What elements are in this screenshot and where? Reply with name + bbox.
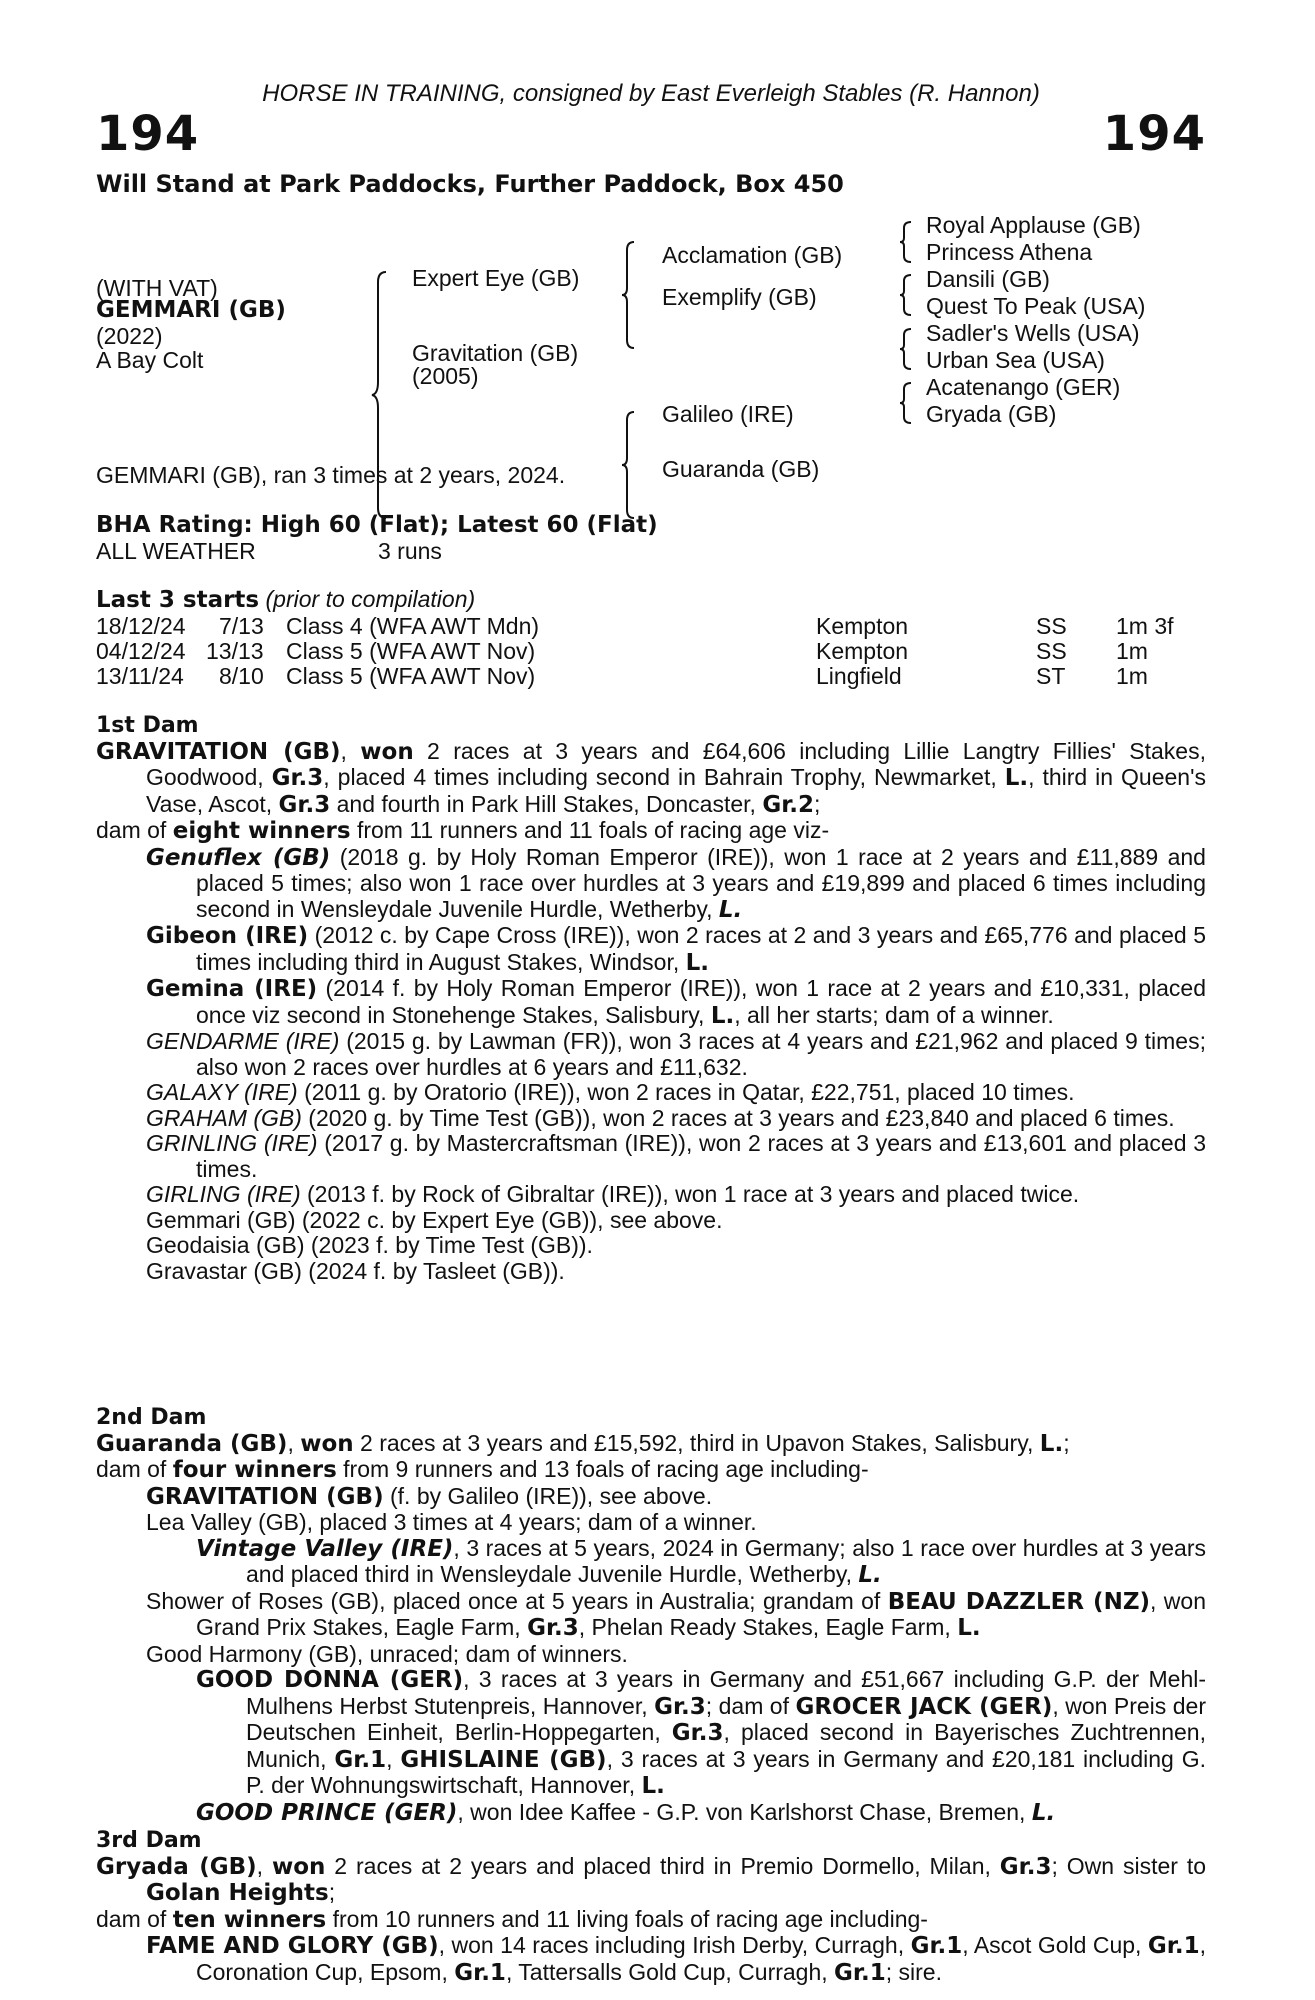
start-position: 7/13 bbox=[219, 613, 264, 639]
ancestor-sss: Royal Applause (GB) bbox=[926, 212, 1141, 238]
offspring-name: FAME AND GLORY (GB) bbox=[146, 1933, 439, 1959]
start-class: Class 4 (WFA AWT Mdn) bbox=[286, 613, 540, 639]
record-text: , 3 races at 5 years, 2024 in Germany; also 1 race over hurdles at 3 years and placed third in Wensleydale Juvenile Hurdle, Wetherby, bbox=[246, 1534, 1206, 1587]
brace-g3-2 bbox=[898, 273, 914, 317]
sire: Expert Eye (GB) bbox=[412, 265, 580, 291]
start-distance: 1m 3f bbox=[1116, 613, 1174, 639]
offspring-name: GIRLING (IRE) bbox=[146, 1181, 301, 1207]
grade-label: Gr.1 bbox=[910, 1933, 963, 1959]
record-text: ; Own sister to bbox=[1051, 1852, 1207, 1879]
start-date: 04/12/24 bbox=[96, 638, 186, 664]
record-text: , 3 races at 3 years in Germany and £20,181 including G. P. der Wohnungswirtschaft, Hannover, bbox=[246, 1745, 1206, 1798]
record-text: , Coronation Cup, Epsom, bbox=[196, 1932, 1206, 1985]
winners-count: eight winners bbox=[172, 818, 351, 844]
offspring-gemmari: Gemmari (GB) (2022 c. by Expert Eye (GB)), see above. bbox=[146, 1206, 723, 1233]
record-text: dam of bbox=[96, 817, 173, 843]
listed-label: L. bbox=[641, 1773, 665, 1799]
record-text: , won Preis der Deutschen Einheit, Berlin-Hoppegarten, bbox=[246, 1692, 1206, 1745]
offspring-name: GRINLING (IRE) bbox=[146, 1130, 318, 1156]
vat-note: (WITH VAT) bbox=[96, 275, 218, 301]
offspring-name: GROCER JACK (GER) bbox=[795, 1693, 1053, 1720]
record-text: (2015 g. by Lawman (FR)), won 3 races at 4 years and £21,962 and placed 9 times; also won 2 races over hurdles at 6 years and £11,632. bbox=[196, 1028, 1206, 1080]
grade-label: Gr.3 bbox=[671, 1720, 724, 1746]
start-position: 13/13 bbox=[206, 638, 264, 664]
start-distance: 1m bbox=[1116, 663, 1148, 689]
ancestor-dsd: Urban Sea (USA) bbox=[926, 347, 1105, 373]
record-text: , Phelan Ready Stakes, Eagle Farm, bbox=[578, 1614, 958, 1640]
third-dam-heading: 3rd Dam bbox=[96, 1828, 202, 1853]
listed-label: L. bbox=[1039, 1430, 1064, 1457]
listed-label: L. bbox=[1031, 1799, 1056, 1826]
start-date: 18/12/24 bbox=[96, 613, 186, 639]
offspring-good-prince bbox=[96, 1800, 1206, 1827]
record-text: (2017 g. by Mastercraftsman (IRE)), won 2 races at 3 years and £13,601 and placed 3 times. bbox=[196, 1130, 1206, 1182]
lot-number-left: 194 bbox=[96, 106, 200, 162]
record-text: , 3 races at 3 years in Germany and £51,667 including G.P. der Mehl-Mulhens Herbst Stutenpreis, Hannover, bbox=[246, 1666, 1207, 1719]
ancestor-ssd: Princess Athena bbox=[926, 239, 1093, 265]
offspring-name: BEAU DAZZLER (NZ) bbox=[887, 1588, 1151, 1615]
offspring-geodaisia: Geodaisia (GB) (2023 f. by Time Test (GB)). bbox=[146, 1232, 593, 1258]
offspring-grinling bbox=[96, 1131, 1206, 1182]
sister-name: Golan Heights bbox=[146, 1880, 329, 1906]
start-class: Class 5 (WFA AWT Nov) bbox=[286, 663, 536, 689]
record-text: (2012 c. by Cape Cross (IRE)), won 2 races at 2 and 3 years and £65,776 and placed 5 times including third in August Stakes, Windsor, bbox=[196, 922, 1206, 975]
ancestor-dds: Acatenango (GER) bbox=[926, 374, 1121, 400]
first-dam-produce-summary bbox=[96, 818, 1206, 845]
surface-label: ALL WEATHER bbox=[96, 538, 256, 564]
first-dam-section bbox=[96, 713, 1206, 1284]
grade-label: Gr.3 bbox=[271, 765, 324, 791]
stand-location: Will Stand at Park Paddocks, Further Paddock, Box 450 bbox=[96, 170, 844, 198]
offspring-good-donna bbox=[96, 1667, 1206, 1800]
third-dam-record: Gryada (GB), won 2 races at 2 years and placed third in Premio Dormello, Milan, Gr.3; Own sister to Golan Heights; bbox=[96, 1852, 1207, 1906]
record-text: , won Grand Prix Stakes, Eagle Farm, bbox=[196, 1587, 1206, 1640]
offspring-vintage-valley bbox=[96, 1536, 1206, 1589]
start-going: ST bbox=[1036, 663, 1066, 689]
brace-g3-3 bbox=[898, 327, 914, 371]
start-date: 13/11/24 bbox=[96, 663, 184, 689]
start-distance: 1m bbox=[1116, 638, 1148, 664]
starts-heading: Last 3 starts bbox=[96, 587, 260, 613]
listed-label: L. bbox=[710, 1002, 735, 1029]
second-dam-heading: 2nd Dam bbox=[96, 1405, 207, 1430]
brace-g3-1 bbox=[898, 220, 914, 264]
record-text: 2 races at 3 years and £64,606 including Lillie Langtry Fillies' Stakes, Goodwood, bbox=[146, 737, 1206, 790]
listed-label: L. bbox=[718, 896, 743, 923]
dam-sire: Galileo (IRE) bbox=[662, 401, 794, 427]
record-text: , won Idee Kaffee - G.P. von Karlshorst Chase, Bremen, bbox=[457, 1798, 1032, 1825]
offspring-genuflex bbox=[96, 845, 1206, 924]
second-dam-produce-summary bbox=[96, 1457, 1206, 1484]
won-label: won bbox=[360, 738, 414, 765]
grade-label: Gr.1 bbox=[834, 1959, 886, 1986]
second-dam-section bbox=[96, 1405, 1206, 1826]
brace-sire bbox=[620, 240, 638, 350]
start-going: SS bbox=[1036, 638, 1067, 664]
record-text: from 10 runners and 11 living foals of racing age including- bbox=[326, 1905, 928, 1932]
lot-number-right: 194 bbox=[1102, 106, 1206, 162]
first-dam-heading: 1st Dam bbox=[96, 713, 199, 738]
pedigree-table bbox=[96, 200, 1206, 500]
record-text: 2 races at 3 years and £15,592, third in Upavon Stakes, Salisbury, bbox=[353, 1429, 1040, 1456]
surface-runs: 3 runs bbox=[378, 538, 442, 564]
record-text: , bbox=[386, 1745, 401, 1772]
offspring-name: GRAVITATION (GB) bbox=[146, 1483, 384, 1510]
surface-row bbox=[96, 538, 696, 564]
brace-g3-4 bbox=[898, 381, 914, 425]
record-text: (2020 g. by Time Test (GB)), won 2 races at 3 years and £23,840 and placed 6 times. bbox=[301, 1104, 1175, 1131]
record-text: (2011 g. by Oratorio (IRE)), won 2 races in Qatar, £22,751, placed 10 times. bbox=[297, 1079, 1075, 1105]
grade-label: Gr.2 bbox=[762, 791, 814, 818]
listed-label: L. bbox=[858, 1562, 882, 1588]
offspring-graham bbox=[96, 1106, 1206, 1132]
offspring-name: GOOD PRINCE (GER) bbox=[196, 1799, 458, 1826]
offspring-name: Vintage Valley (IRE) bbox=[196, 1535, 454, 1562]
ancestor-ddd: Gryada (GB) bbox=[926, 401, 1057, 427]
dam: Gravitation (GB) bbox=[412, 340, 579, 366]
record-text: dam of bbox=[96, 1905, 173, 1932]
record-text: (2014 f. by Holy Roman Emperor (IRE)), won 1 race at 2 years and £10,331, placed once viz second in Stonehenge Stakes, Salisbury, bbox=[196, 975, 1206, 1028]
record-text: and fourth in Park Hill Stakes, Doncaster, bbox=[330, 790, 763, 817]
record-text: ; bbox=[328, 1879, 336, 1905]
dam-name: Gryada (GB) bbox=[96, 1853, 257, 1880]
bha-rating bbox=[96, 513, 1206, 539]
offspring-name: GOOD DONNA (GER) bbox=[196, 1667, 464, 1693]
winners-count: four winners bbox=[172, 1457, 337, 1483]
record-text: ; dam of bbox=[705, 1692, 796, 1719]
record-text: , third in Queen's Vase, Ascot, bbox=[146, 764, 1206, 817]
offspring-fame-and-glory bbox=[96, 1933, 1206, 1986]
sire-sire: Acclamation (GB) bbox=[662, 242, 843, 268]
record-text: (f. by Galileo (IRE)), see above. bbox=[383, 1482, 713, 1509]
first-dam-record: GRAVITATION (GB), won 2 races at 3 years and £64,606 including Lillie Langtry Fillies' Stakes, Goodwood, Gr.3, placed 4 times including second in Bahrain Trophy, Newmarket, L., third in Queen's Vase, Ascot, Gr.3 and fourth in Park Hill Stakes, Doncaster, Gr.2; bbox=[96, 737, 1206, 818]
record-text: ; bbox=[814, 790, 821, 817]
offspring-gravitation bbox=[96, 1484, 1206, 1511]
record-text: , Ascot Gold Cup, bbox=[962, 1932, 1148, 1958]
second-dam-record: Guaranda (GB), won 2 races at 3 years and £15,592, third in Upavon Stakes, Salisbury, L.; bbox=[96, 1429, 1070, 1457]
offspring-name: Gemina (IRE) bbox=[146, 976, 318, 1002]
grade-label: Gr.3 bbox=[527, 1615, 579, 1641]
start-row-3 bbox=[96, 663, 1206, 689]
start-class: Class 5 (WFA AWT Nov) bbox=[286, 638, 536, 664]
third-dam-produce-summary bbox=[96, 1907, 1206, 1934]
record-text: Shower of Roses (GB), placed once at 5 years in Australia; grandam of bbox=[146, 1587, 888, 1614]
offspring-gemina bbox=[96, 976, 1206, 1029]
start-going: SS bbox=[1036, 613, 1067, 639]
offspring-name: Gibeon (IRE) bbox=[146, 923, 309, 949]
ancestor-dss: Sadler's Wells (USA) bbox=[926, 320, 1140, 346]
record-text: ; sire. bbox=[885, 1958, 942, 1985]
record-text: , placed 4 times including second in Bahrain Trophy, Newmarket, bbox=[323, 764, 1005, 790]
offspring-shower-of-roses bbox=[96, 1589, 1206, 1642]
dam-name: GRAVITATION (GB) bbox=[96, 738, 341, 765]
record-text: 2 races at 2 years and placed third in Premio Dormello, Milan, bbox=[325, 1852, 1000, 1879]
sire-dam: Exemplify (GB) bbox=[662, 284, 817, 310]
offspring-lea-valley: Lea Valley (GB), placed 3 times at 4 years; dam of a winner. bbox=[146, 1509, 757, 1535]
record-text: , placed second in Bayerisches Zuchtrennen, Munich, bbox=[246, 1719, 1206, 1772]
horse-description: A Bay Colt bbox=[96, 347, 204, 373]
record-text: ; bbox=[1063, 1429, 1070, 1456]
record-text: , won 14 races including Irish Derby, Curragh, bbox=[438, 1932, 911, 1958]
offspring-galaxy bbox=[96, 1080, 1206, 1106]
offspring-name: GRAHAM (GB) bbox=[146, 1104, 302, 1131]
grade-label: Gr.1 bbox=[334, 1746, 387, 1773]
ancestor-sds: Dansili (GB) bbox=[926, 266, 1050, 292]
offspring-girling bbox=[96, 1182, 1206, 1208]
dam-year: (2005) bbox=[412, 363, 479, 389]
record-text: dam of bbox=[96, 1456, 173, 1482]
dam-dam: Guaranda (GB) bbox=[662, 456, 820, 482]
third-dam-section bbox=[96, 1828, 1206, 1986]
grade-label: Gr.1 bbox=[1147, 1933, 1200, 1959]
grade-label: Gr.3 bbox=[999, 1853, 1052, 1880]
horse-name: GEMMARI (GB) bbox=[96, 297, 286, 323]
grade-label: Gr.3 bbox=[654, 1693, 706, 1720]
offspring-gendarme bbox=[96, 1029, 1206, 1080]
offspring-name: GENDARME (IRE) bbox=[146, 1028, 340, 1054]
horse-year: (2022) bbox=[96, 323, 163, 349]
start-row-2 bbox=[96, 638, 1206, 664]
offspring-gravastar: Gravastar (GB) (2024 f. by Tasleet (GB)). bbox=[146, 1257, 565, 1284]
record-text: from 11 runners and 11 foals of racing age viz- bbox=[350, 817, 830, 843]
won-label: won bbox=[271, 1853, 326, 1880]
listed-label: L. bbox=[1004, 765, 1029, 791]
record-text: , all her starts; dam of a winner. bbox=[734, 1001, 1054, 1028]
offspring-name: Genuflex (GB) bbox=[146, 844, 331, 871]
offspring-name: GHISLAINE (GB) bbox=[400, 1746, 607, 1773]
last-starts-heading bbox=[96, 587, 1206, 614]
grade-label: Gr.3 bbox=[278, 791, 331, 818]
start-course: Kempton bbox=[816, 613, 909, 639]
record-text: , Tattersalls Gold Cup, Curragh, bbox=[505, 1958, 835, 1985]
won-label: won bbox=[300, 1430, 354, 1457]
ancestor-sdd: Quest To Peak (USA) bbox=[926, 293, 1146, 319]
grade-label: Gr.1 bbox=[454, 1959, 506, 1986]
listed-label: L. bbox=[957, 1615, 981, 1641]
start-course: Lingfield bbox=[816, 663, 902, 689]
record-text: (2018 g. by Holy Roman Emperor (IRE)), won 1 race at 2 years and £11,889 and placed 5 times; also won 1 race over hurdles at 3 years and £19,899 and placed 6 times including second in Wensleydale Juvenile Hurdle, Wetherby, bbox=[196, 843, 1206, 922]
listed-label: L. bbox=[685, 949, 710, 976]
start-row-1 bbox=[96, 613, 1206, 639]
offspring-gibeon bbox=[96, 923, 1206, 976]
rating-line: BHA Rating: High 60 (Flat); Latest 60 (Flat) bbox=[96, 512, 658, 538]
race-summary: GEMMARI (GB), ran 3 times at 2 years, 2024. bbox=[96, 462, 566, 488]
record-text: from 9 runners and 13 foals of racing age including- bbox=[336, 1456, 869, 1482]
start-position: 8/10 bbox=[219, 663, 264, 689]
offspring-good-harmony: Good Harmony (GB), unraced; dam of winners. bbox=[146, 1640, 628, 1667]
winners-count: ten winners bbox=[172, 1906, 327, 1933]
record-text: (2013 f. by Rock of Gibraltar (IRE)), won 1 race at 3 years and placed twice. bbox=[300, 1181, 1080, 1207]
consignor-title: HORSE IN TRAINING, consigned by East Everleigh Stables (R. Hannon) bbox=[262, 80, 1040, 107]
dam-name: Guaranda (GB) bbox=[96, 1430, 288, 1457]
start-course: Kempton bbox=[816, 638, 909, 664]
starts-note: (prior to compilation) bbox=[265, 586, 476, 612]
offspring-name: GALAXY (IRE) bbox=[146, 1079, 298, 1105]
